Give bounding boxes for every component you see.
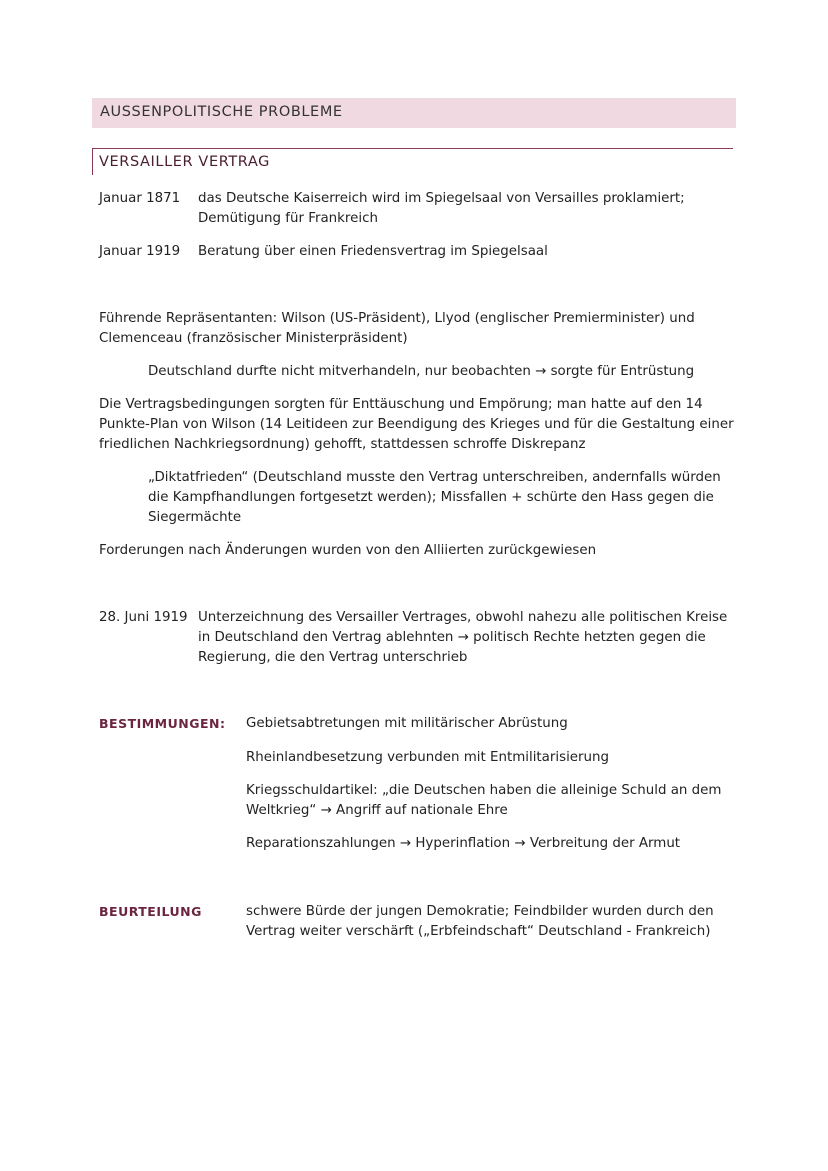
signing-line1: Unterzeichnung des Versailler Vertrages, obwohl nahezu alle politischen Kreise (198, 610, 728, 625)
representatives-line1: Führende Repräsentanten: Wilson (US-Präsident), Llyod (englischer Premierminister) und (99, 311, 695, 326)
diktat-line3: Siegermächte (148, 510, 242, 525)
provision-item-1: Gebietsabtretungen mit militärischer Abrüstung (246, 716, 568, 731)
diktat-line2: die Kampfhandlungen fortgesetzt werden); Missfallen + schürte den Hass gegen die (148, 490, 714, 505)
diktat-line1: „Diktatfrieden“ (Deutschland musste den Vertrag unterschreiben, andernfalls würden (148, 470, 721, 485)
signing-date: 28. Juni 1919 (99, 610, 188, 625)
timeline-date-1919: Januar 1919 (99, 244, 181, 259)
timeline-desc-1871-line2: Demütigung für Frankreich (198, 211, 378, 226)
conditions-line3: friedlichen Nachkriegsordnung) gehofft, stattdessen schroffe Diskrepanz (99, 437, 586, 452)
conditions-line1: Die Vertragsbedingungen sorgten für Enttäuschung und Empörung; man hatte auf den 14 (99, 397, 703, 412)
timeline-date-1871: Januar 1871 (99, 191, 181, 206)
subsection-title: VERSAILLER VERTRAG (99, 154, 270, 170)
provisions-label: BESTIMMUNGEN: (99, 716, 226, 731)
provision-item-2: Rheinlandbesetzung verbunden mit Entmilitarisierung (246, 750, 610, 765)
demands-line: Forderungen nach Änderungen wurden von den Alliierten zurückgewiesen (99, 543, 597, 558)
germany-note: Deutschland durfte nicht mitverhandeln, nur beobachten → sorgte für Entrüstung (148, 364, 695, 379)
representatives-line2: Clemenceau (französischer Ministerpräsident) (99, 331, 408, 346)
conditions-line2: Punkte-Plan von Wilson (14 Leitideen zur Beendigung des Krieges und für die Gestaltung einer (99, 417, 734, 432)
signing-line2: in Deutschland den Vertrag ablehnten → politisch Rechte hetzten gegen die (198, 630, 706, 645)
timeline-desc-1871-line1: das Deutsche Kaiserreich wird im Spiegelsaal von Versailles proklamiert; (198, 191, 685, 206)
assessment-line2: Vertrag weiter verschärft („Erbfeindschaft“ Deutschland - Frankreich) (246, 924, 711, 939)
signing-line3: Regierung, die den Vertrag unterschrieb (198, 650, 468, 665)
section-heading-band (92, 98, 736, 128)
section-title: AUSSENPOLITISCHE PROBLEME (100, 104, 343, 120)
assessment-line1: schwere Bürde der jungen Demokratie; Feindbilder wurden durch den (246, 904, 714, 919)
assessment-label: BEURTEILUNG (99, 904, 202, 919)
timeline-desc-1919-line1: Beratung über einen Friedensvertrag im Spiegelsaal (198, 244, 548, 259)
provision-item-4: Reparationszahlungen → Hyperinflation → Verbreitung der Armut (246, 836, 681, 851)
provision-item-3-line1: Kriegsschuldartikel: „die Deutschen haben die alleinige Schuld an dem (246, 783, 722, 798)
provision-item-3-line2: Weltkrieg“ → Angriff auf nationale Ehre (246, 803, 508, 818)
subsection-heading (92, 148, 733, 175)
